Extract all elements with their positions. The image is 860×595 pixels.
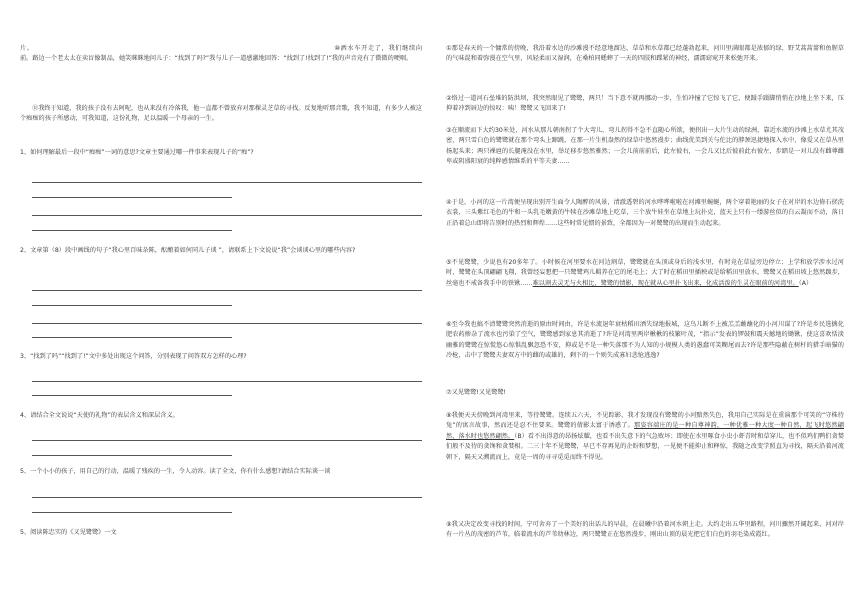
passage-fragment xyxy=(20,44,422,65)
paragraph-5-text: ⑤不见鹭鹭，少说也有20多年了。小时候在河里要水在河边割草，鹭鹭就在头顶或身后的浅水里，有时竟在草屋旁边停立；上学和放学涉水过河时，鹭鹭在头顶翩翩飞翔，我曾经妄想把一只鹭鹭鸡儿羁养在它的尾毛上；大了时在稻田里插秧或是给稻田里放水，鹭鹭又在稻田坡上悠然踱步，丝毫也不戒备我手中的铁锹…… xyxy=(446,259,844,287)
paragraph-10: ⑩洒水车开走了，我们继续向前。路边一个老太太在卖盲像制品，她笑眯眯地问儿子：“找到了吗?”我与儿子一道感激地回答：“找到了!找到了!”我的声音竟有了微微的哽咽。 xyxy=(20,45,423,63)
paragraph-9: ⑨我又决定改变寻找的时间，宁可舍弃了一个美好的出话儿的早晨，在晨曦中沿着河水朝上走。大约走出五华里路程，河川骤然开阔起来，河对岸有一片丛的茂密的芦苇，临着流水的芦苇幼林边，两只鹭鹭正在悠然漫步，刚出山顶的晨光把它们白色的羽毛染成霞红。 xyxy=(446,521,844,539)
paragraph-6: ⑥至今我也搞不清鹭鹭突然消逝的原由时间由，许是水流退年衰枯稻田洒失绿地报城，这鸟儿断不上被羔羔蘸蘸化的小河川谋了?许是乡民选擒化肥农药掺杂了流水也污染了空气，鹭鹭感到家息其消逝了?许是河湾里两岸楸楸的枝繁叶茂，“指示”发表的锣鼓和震天撼地的锄锹，使这喜欢恬淡幽雅的鹭鹭在惊慌悠心惊惧乱飘忽恐不安，抑或是不是一种失落那不为人知的小规模人类的愚蠢可笑糊尾而去?许是那些隐蔽在树杆的猎手暗猫的冷枪，击中了鹭鹭夫妻双方中的雌的或雄的，剩下的一个则失成寡妇悲怆逃逸? xyxy=(446,321,844,360)
answer-line[interactable] xyxy=(32,395,232,396)
paragraph-4: ④于是，小河的这一片湾便呈现出别开生面令人陶醉的风景，清澈透碧的河水哗哗啦啦在河滩里蜿蜒，两个穿着艳丽的女子在对岸的水边倚石搓洗衣裳，三头紫红毛色的牛和一头乳毛嫩黄的牛犊在沙滩草地上吃草，三个放牛娃坐在草地上玩扑克，蓝天上只有一缕游丝似的白云凝而不动，落日正沿着总山即将告别时的热烈和辉煌……这些时常见惯的景致，全都因为一对鹭鹭的出现而生动起来。 xyxy=(446,199,844,227)
paragraph-11: ⑪我终于知道，我的孩子没有去阿呢，也从来没有冷落我，他一直都不曾放弃对那棵灵芝草的寻找。反复地听那音歌，我不知道，有多少人被这个痴痴的孩子所感动，可我知道，这份礼物，足以温暖一个母亲的一生。 xyxy=(20,105,422,123)
answer-line[interactable] xyxy=(32,197,232,198)
answer-line[interactable] xyxy=(32,455,232,456)
reading-title: 5、阅读陈忠实的《又见鹭鹭》一文 xyxy=(20,529,117,536)
paragraph-7: ⑦又见鹭鹭!又见鹭鹭! xyxy=(446,389,507,396)
answer-line[interactable] xyxy=(32,323,422,324)
answer-line[interactable] xyxy=(32,497,422,498)
answer-line[interactable] xyxy=(32,512,232,513)
answer-line[interactable] xyxy=(32,337,232,338)
reading-passage-column xyxy=(446,0,844,595)
question-5: 5、一个小小的孩子，用自己的行动，温暖了残疾的一生，令人动容。读了全文，你有什么感想?请结合实际谈一谈 xyxy=(20,468,331,475)
paragraph-5 xyxy=(446,258,844,289)
underlined-sentence-b: 那姿容端庄的是一种自尊神韵，一种优雅一种大度一种自然，起飞时悠然翩然，落水时也悠然翩然。 xyxy=(446,422,844,440)
paragraph-2: ②络过一道河石垒堆的防洪坝，我突然眼见了鹭鹭，两只！当下意不就再挪动一步，生怕冲撞了它惊飞了它，便蹑手蹑脚悄悄在沙地上坐下来，压抑着冲到唇边的惊叹：咦！鹭鹭又飞回来了! xyxy=(446,95,844,113)
paragraph-8-text: ⑧我便天天傍晚到河湾里来，等待鹭鹭。连续五六天，不见踪影，我才发现没有鹭鹭的小河黯然失色，我用自己实际是在重演那个可笑的“守株待兔”的寓言故事，然而还是忍不住要来。鹭鹭的倩影太富于诱惑了。 xyxy=(446,412,844,430)
fragment-start: 片。 xyxy=(20,45,34,52)
paragraph-8-rest: （B）看不出得意的昂扬炫耀，也看不出失意下的气急败坏；即使在水里啄食小虫小虾青时和草穿儿，也不似鸡们鸭们贪婪们般不及待的贪馋和贪婪相。二三十年不见鹭鹭，早已不存再见的企盼和梦想，一见便不能抑止和释惊，我随之改变学照直为寻找，隔天沿着河流朝下，隔天又溯流而上，竟是一周的寻寻觅觅而终不得见。 xyxy=(446,432,844,461)
answer-line[interactable] xyxy=(32,230,232,231)
answer-line[interactable] xyxy=(32,440,422,441)
paragraph-3: ③在顺流而下大约30米处，河水从那儿朝南拐了个大弯儿，弯儿拐得不急不直随心所欲，便拐出一大片生动的绿洲，靠近水流的沙滩上水草尤其茂密，两只雪白色的鹭鹭就在那个弯头上蹿跳，在那一片生机盎然的绿草中悠然漫步；曲线优美到关与佗比的脖颈迅捷地探入水中，像爱又在草丛里扬起头来；两只裸扈的长腿淹没在水里，举足移步悠然雅然；一会儿前前前后，此左彼右，一会儿又比后彼前此右彼左，步踏是一对儿没有雌尊雌卑或阴盛阳衰的纯粹感情维系的平等夫妻…… xyxy=(446,127,844,166)
question-4: 4、请结合全文说说“天使的礼物”的表层含义和深层含义。 xyxy=(20,412,179,419)
answer-line[interactable] xyxy=(32,182,422,183)
question-2: 2、文章第（8）段中画线的句子“我心里百味杂陈，酝酿着如何同儿子谈 ”，请联系上下文说说“我”会谈谈心里的哪些内容? xyxy=(20,247,356,254)
underlined-sentence-a: 难以割去灵无与火相比，鹭鹭的情影，现在就从心里扑飞出来，化成活泼的生灵在眼前的河湾里。 xyxy=(532,279,799,287)
paragraph-8 xyxy=(446,411,844,463)
answer-line[interactable] xyxy=(32,305,232,306)
question-1: 1、如何理解最后一段中“痴痴”一词的意思?文章主要通过哪一件事来表现儿子的“痴”? xyxy=(20,149,254,156)
marker-a: （A） xyxy=(798,279,813,287)
answer-line[interactable] xyxy=(32,381,422,382)
answer-line[interactable] xyxy=(32,290,422,291)
answer-line[interactable] xyxy=(32,215,422,216)
questions-column xyxy=(20,0,422,595)
question-3: 3、“找到了吗”“找到了!”文中多处出现这个问答，分别表现了问答双方怎样的心理? xyxy=(20,353,247,360)
paragraph-1: ①那是春天的一个慵常的傍晚，我沿着水边的沙滩漫不经意地溜达，草草和水草都已经蓬勃起来，河川里满眼都是浓郁的绿，野艾蒿蒿蔷和鱼腥草的气味混和着弥漫在空气里，风轻柔而又湿润，在桑柏同蟋蟀了一天的四肢和蹀紧的神经，濡濡窈窕开来松弛开来。 xyxy=(446,45,844,63)
